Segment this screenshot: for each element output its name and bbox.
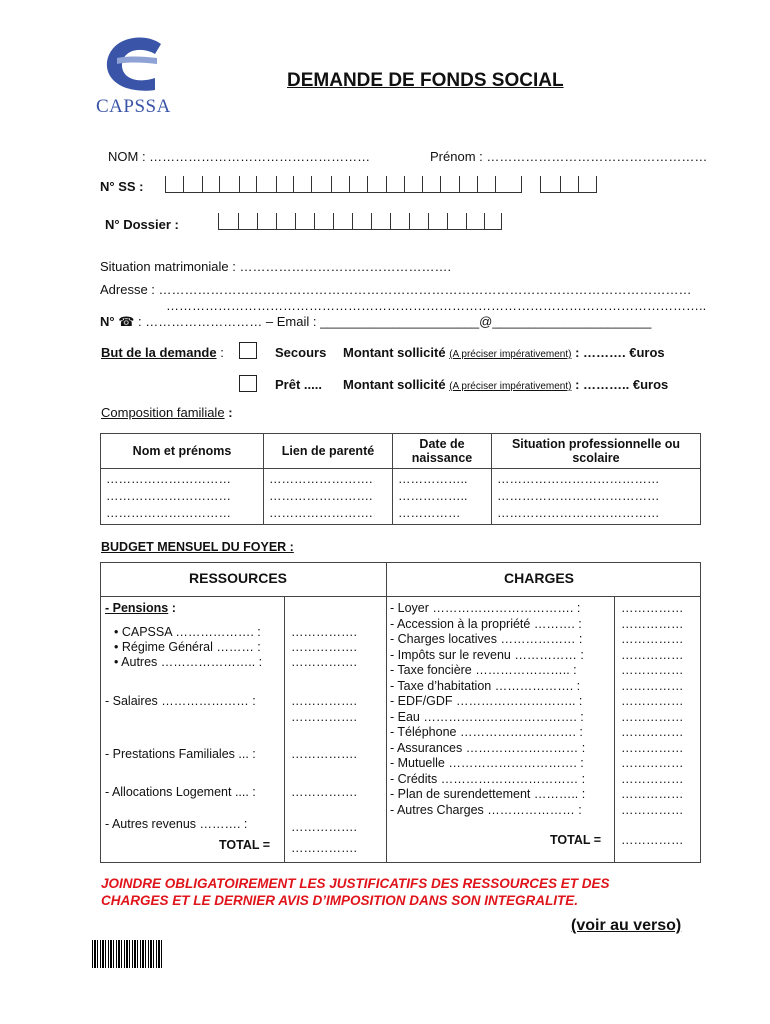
situation-field[interactable]: Situation matrimoniale : …………………………………………. — [100, 259, 452, 274]
demande-label — [101, 345, 224, 360]
col-situation: Situation professionnelle ou scolaire — [492, 434, 701, 469]
res-value-allocations[interactable]: ……………. — [291, 785, 357, 799]
famille-table — [100, 433, 701, 525]
dossier-label: N° Dossier : — [105, 217, 179, 232]
col-date: Date de naissance — [393, 434, 492, 469]
famille-label-text: Composition familiale — [101, 405, 225, 420]
page-title: DEMANDE DE FONDS SOCIAL — [287, 70, 564, 91]
charge-autres: - Autres Charges ………………… : — [390, 803, 582, 817]
warning-line-1: JOINDRE OBLIGATOIREMENT LES JUSTIFICATIFS DES RESSOURCES ET DES — [101, 876, 610, 891]
pensions-colon: : — [171, 601, 176, 615]
col-lien: Lien de parenté — [264, 434, 393, 469]
pension-regime-general: • Régime Général ……… : — [114, 640, 261, 654]
cell-text: ……………………. — [269, 489, 373, 503]
res-prestations: - Prestations Familiales ... : — [105, 747, 256, 761]
charge-impots: - Impôts sur le revenu …………… : — [390, 648, 584, 662]
logo-text: CAPSSA — [96, 96, 171, 117]
budget-title: BUDGET MENSUEL DU FOYER : — [101, 540, 294, 554]
ss-label: N° SS : — [100, 179, 144, 194]
charge-value-locatives[interactable]: …………… — [621, 632, 684, 646]
charge-value-accession[interactable]: …………… — [621, 617, 684, 631]
secours-checkbox[interactable] — [239, 342, 257, 359]
charge-value-taxe-habitation[interactable]: …………… — [621, 679, 684, 693]
charges-header: CHARGES — [504, 570, 575, 586]
pret-label: Prêt ..... — [275, 377, 322, 392]
budget-header-divider — [100, 596, 701, 597]
ss-key-boxes[interactable] — [540, 176, 597, 193]
cell-text: ………………………………… — [497, 472, 660, 486]
res-value-autres-pension[interactable]: ……………. — [291, 655, 357, 669]
famille-label — [101, 405, 233, 420]
nom-field[interactable]: NOM : …………………………………………… — [108, 149, 371, 164]
secours-note: (A préciser impérativement) — [449, 349, 572, 360]
charge-value-autres[interactable]: …………… — [621, 803, 684, 817]
tel-email-text: : ……………………… – Email : ______________________@______________________ — [138, 314, 652, 329]
res-value-autres[interactable]: ……………. — [291, 820, 357, 834]
cell-text: ……………………. — [269, 506, 373, 520]
charge-value-credits[interactable]: …………… — [621, 772, 684, 786]
res-salaires: - Salaires ………………… : — [105, 694, 256, 708]
cell-nom[interactable] — [101, 469, 264, 525]
cell-text: ………………………… — [106, 506, 231, 520]
pret-montant-label: Montant sollicité — [343, 377, 446, 392]
charge-value-eau[interactable]: …………… — [621, 710, 684, 724]
res-value-divider — [284, 596, 285, 863]
charge-locatives: - Charges locatives ……………… : — [390, 632, 583, 646]
cell-date[interactable] — [393, 469, 492, 525]
cell-text: ……………………. — [269, 472, 373, 486]
charge-value-surendettement[interactable]: …………… — [621, 787, 684, 801]
res-value-salaires-2[interactable]: ……………. — [291, 710, 357, 724]
pension-autres: • Autres ………………….. : — [114, 655, 263, 669]
famille-table-header — [101, 434, 701, 469]
adresse-field-cont[interactable]: …………………………………………………………………………………………………………….. — [166, 298, 707, 313]
charge-mutuelle: - Mutuelle …………………………. : — [390, 756, 584, 770]
ressources-header: RESSOURCES — [189, 570, 288, 586]
pret-value: : ……….. €uros — [575, 377, 669, 392]
cell-text: ………………………………… — [497, 489, 660, 503]
secours-label: Secours — [275, 345, 327, 360]
demande-label-text: But de la demande — [101, 345, 217, 360]
budget-center-divider — [386, 562, 387, 863]
charge-eau: - Eau ………………………………. : — [390, 710, 584, 724]
charge-telephone: - Téléphone ………………………. : — [390, 725, 583, 739]
charge-value-impots[interactable]: …………… — [621, 648, 684, 662]
charge-assurances: - Assurances ……………………… : — [390, 741, 586, 755]
res-value-prestations[interactable]: ……………. — [291, 747, 357, 761]
charge-accession: - Accession à la propriété ………. : — [390, 617, 582, 631]
charge-value-assurances[interactable]: …………… — [621, 741, 684, 755]
voir-au-verso: (voir au verso) — [571, 917, 682, 934]
charge-value-mutuelle[interactable]: …………… — [621, 756, 684, 770]
charge-value-edf[interactable]: …………… — [621, 694, 684, 708]
famille-label-colon: : — [228, 405, 233, 420]
res-allocations: - Allocations Logement .... : — [105, 785, 256, 799]
pension-capssa: • CAPSSA ………………. : — [114, 625, 261, 639]
prenom-field[interactable]: Prénom : …………………………………………… — [430, 149, 708, 164]
phone-icon: ☎ — [118, 314, 135, 329]
demande-label-colon: : — [220, 345, 224, 360]
secours-montant[interactable] — [343, 345, 665, 360]
charge-edf-gdf: - EDF/GDF ……………………….. : — [390, 694, 583, 708]
pensions-label — [105, 601, 176, 615]
charge-taxe-fonciere: - Taxe foncière ………………….. : — [390, 663, 577, 677]
res-autres: - Autres revenus ………. : — [105, 817, 248, 831]
charge-value-total[interactable]: …………… — [621, 833, 684, 847]
res-value-salaires[interactable]: ……………. — [291, 694, 357, 708]
dossier-number-boxes[interactable] — [218, 213, 502, 230]
res-value-capssa[interactable]: ……………. — [291, 625, 357, 639]
cell-text: …………….. — [398, 489, 468, 503]
capssa-logo-icon — [97, 34, 177, 96]
secours-value: : ………. €uros — [575, 345, 665, 360]
res-value-regime[interactable]: ……………. — [291, 640, 357, 654]
barcode-icon — [92, 940, 162, 968]
charge-loyer: - Loyer ……………………………. : — [390, 601, 581, 615]
pret-note: (A préciser impérativement) — [449, 381, 572, 392]
charge-value-taxe-fonciere[interactable]: …………… — [621, 663, 684, 677]
cell-text: ………………………… — [106, 472, 231, 486]
cell-text: …………….. — [398, 472, 468, 486]
charge-taxe-habitation: - Taxe d’habitation ………………. : — [390, 679, 581, 693]
famille-table-body — [101, 469, 701, 525]
tel-label: N° — [100, 314, 115, 329]
logo — [92, 30, 182, 120]
res-total-label: TOTAL = — [219, 838, 271, 852]
col-nom: Nom et prénoms — [101, 434, 264, 469]
warning-line-2: CHARGES ET LE DERNIER AVIS D’IMPOSITION DANS SON INTEGRALITE. — [101, 893, 579, 908]
secours-montant-label: Montant sollicité — [343, 345, 446, 360]
charge-value-loyer[interactable]: …………… — [621, 601, 684, 615]
charge-value-telephone[interactable]: …………… — [621, 725, 684, 739]
pret-checkbox[interactable] — [239, 375, 257, 392]
cell-lien[interactable] — [264, 469, 393, 525]
pensions-label-text: - Pensions — [105, 601, 169, 615]
charges-total-label: TOTAL = — [550, 833, 602, 847]
cell-situation[interactable] — [492, 469, 701, 525]
telephone-email-field[interactable] — [100, 314, 651, 330]
pret-montant[interactable] — [343, 377, 668, 392]
charge-surendettement: - Plan de surendettement ……….. : — [390, 787, 586, 801]
cell-text: ………………………………… — [497, 506, 660, 520]
charge-credits: - Crédits …………………………… : — [390, 772, 586, 786]
res-value-total[interactable]: ……………. — [291, 841, 357, 855]
charge-value-divider — [614, 596, 615, 863]
adresse-field[interactable]: Adresse : …………………………………………………………………………………………………………… — [100, 282, 692, 297]
cell-text: ………………………… — [106, 489, 231, 503]
cell-text: …………… — [398, 506, 461, 520]
ss-number-boxes[interactable] — [165, 176, 522, 193]
